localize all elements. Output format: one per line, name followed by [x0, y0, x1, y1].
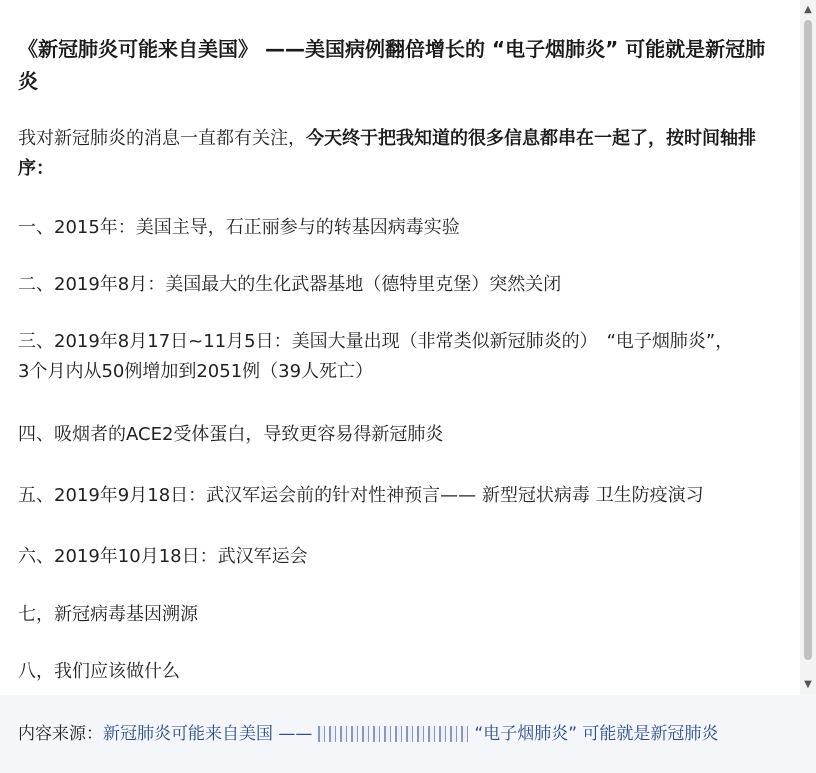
timeline-item-8: 八，我们应该做什么 [18, 661, 180, 682]
source-label: 内容来源： [18, 724, 103, 744]
source-footer [0, 695, 816, 773]
source-line [18, 722, 808, 746]
timeline-item-3: 三、2019年8月17日~11月5日：美国大量出现（非常类似新冠肺炎的） “电子烟肺炎”，3个月内从50例增加到2051例（39人死亡） [18, 331, 734, 382]
timeline-item-2: 二、2019年8月：美国最大的生化武器基地（德特里克堡）突然关闭 [18, 274, 562, 295]
source-link[interactable] [103, 724, 718, 744]
vertical-scrollbar[interactable] [800, 0, 816, 695]
source-link-part1: 新冠肺炎可能来自美国 —— [103, 724, 313, 744]
redacted-text [318, 726, 468, 742]
article-title: 《新冠肺炎可能来自美国》 ——美国病例翻倍增长的 “电子烟肺炎” 可能就是新冠肺炎 [18, 37, 766, 93]
source-link-part2: “电子烟肺炎” 可能就是新冠肺炎 [474, 724, 719, 744]
timeline-item-5: 五、2019年9月18日：武汉军运会前的针对性神预言—— 新型冠状病毒 卫生防疫演习 [18, 485, 704, 506]
intro-bold-text: 今天终于把我知道的很多信息都串在一起了，按时间轴排序： [18, 128, 756, 179]
article-intro [18, 124, 780, 184]
scroll-down-arrow-icon[interactable]: ▼ [804, 679, 812, 690]
timeline-item-4: 四、吸烟者的ACE2受体蛋白，导致更容易得新冠肺炎 [18, 424, 444, 445]
timeline-item-7: 七，新冠病毒基因溯源 [18, 604, 198, 625]
scroll-up-arrow-icon[interactable]: ▲ [804, 4, 812, 15]
scrollbar-thumb[interactable] [804, 20, 812, 660]
timeline-item-1: 一、2015年：美国主导，石正丽参与的转基因病毒实验 [18, 217, 460, 238]
intro-plain-text: 我对新冠肺炎的消息一直都有关注， [18, 128, 306, 149]
timeline-item-6: 六、2019年10月18日：武汉军运会 [18, 546, 308, 567]
